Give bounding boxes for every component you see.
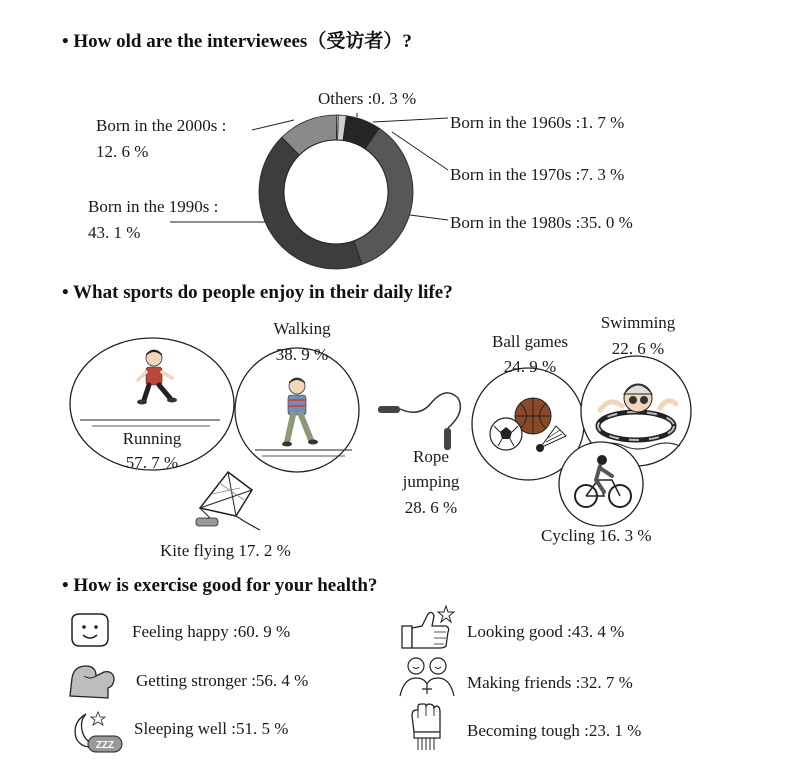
thumbs-up-star-icon [400,604,460,652]
rope-percent: 28. 6 % [404,498,458,517]
kite-flying-label: Kite flying 17. 2 % [160,541,291,560]
running-percent: 57. 7 % [125,453,179,472]
jump-rope-icon [378,393,460,450]
swimming-percent: 22. 6 % [611,339,665,358]
soccer-ball-icon [490,418,522,450]
health-item-getting-stronger: Getting stronger :56. 4 % [136,671,309,690]
running-label: Running [122,429,182,448]
smiley-face-icon [66,612,112,650]
walking-percent: 38. 9 % [275,345,329,364]
health-item-becoming-tough: Becoming tough :23. 1 % [467,721,642,740]
label-1980s: Born in the 1980s :35. 0 % [450,213,633,232]
health-item-feeling-happy: Feeling happy :60. 9 % [132,622,291,641]
ball-games-label: Ball games [491,332,568,351]
label-others: Others :0. 3 % [318,89,417,108]
raised-fist-icon [404,702,448,752]
swimming-label: Swimming [600,313,676,332]
age-section-title: • How old are the interviewees（受访者）? [62,31,412,52]
health-section-title: • How is exercise good for your health? [62,575,378,596]
label-1990s-line1: Born in the 1990s : [88,197,219,216]
zzz-text: ZZZ [95,740,115,751]
sports-section-title: • What sports do people enjoy in their daily life? [62,282,453,303]
health-item-looking-good: Looking good :43. 4 % [467,622,625,641]
label-2000s-line2: 12. 6 % [96,142,149,161]
label-1960s: Born in the 1960s :1. 7 % [450,113,625,132]
walking-label: Walking [273,319,331,338]
flexed-arm-icon [64,660,120,702]
label-1990s-line2: 43. 1 % [88,223,141,242]
cycling-label: Cycling 16. 3 % [541,526,652,545]
sleeping-moon-icon [66,706,126,756]
kite-icon [196,472,260,530]
rope-label-line1: Rope [413,447,449,466]
ball-games-percent: 24. 9 % [503,357,557,376]
label-1970s: Born in the 1970s :7. 3 % [450,165,625,184]
two-friends-icon [398,656,458,698]
label-2000s-line1: Born in the 2000s : [96,116,227,135]
rope-label-line2: jumping [402,472,460,491]
health-item-sleeping-well: Sleeping well :51. 5 % [134,719,289,738]
health-item-making-friends: Making friends :32. 7 % [467,673,633,692]
